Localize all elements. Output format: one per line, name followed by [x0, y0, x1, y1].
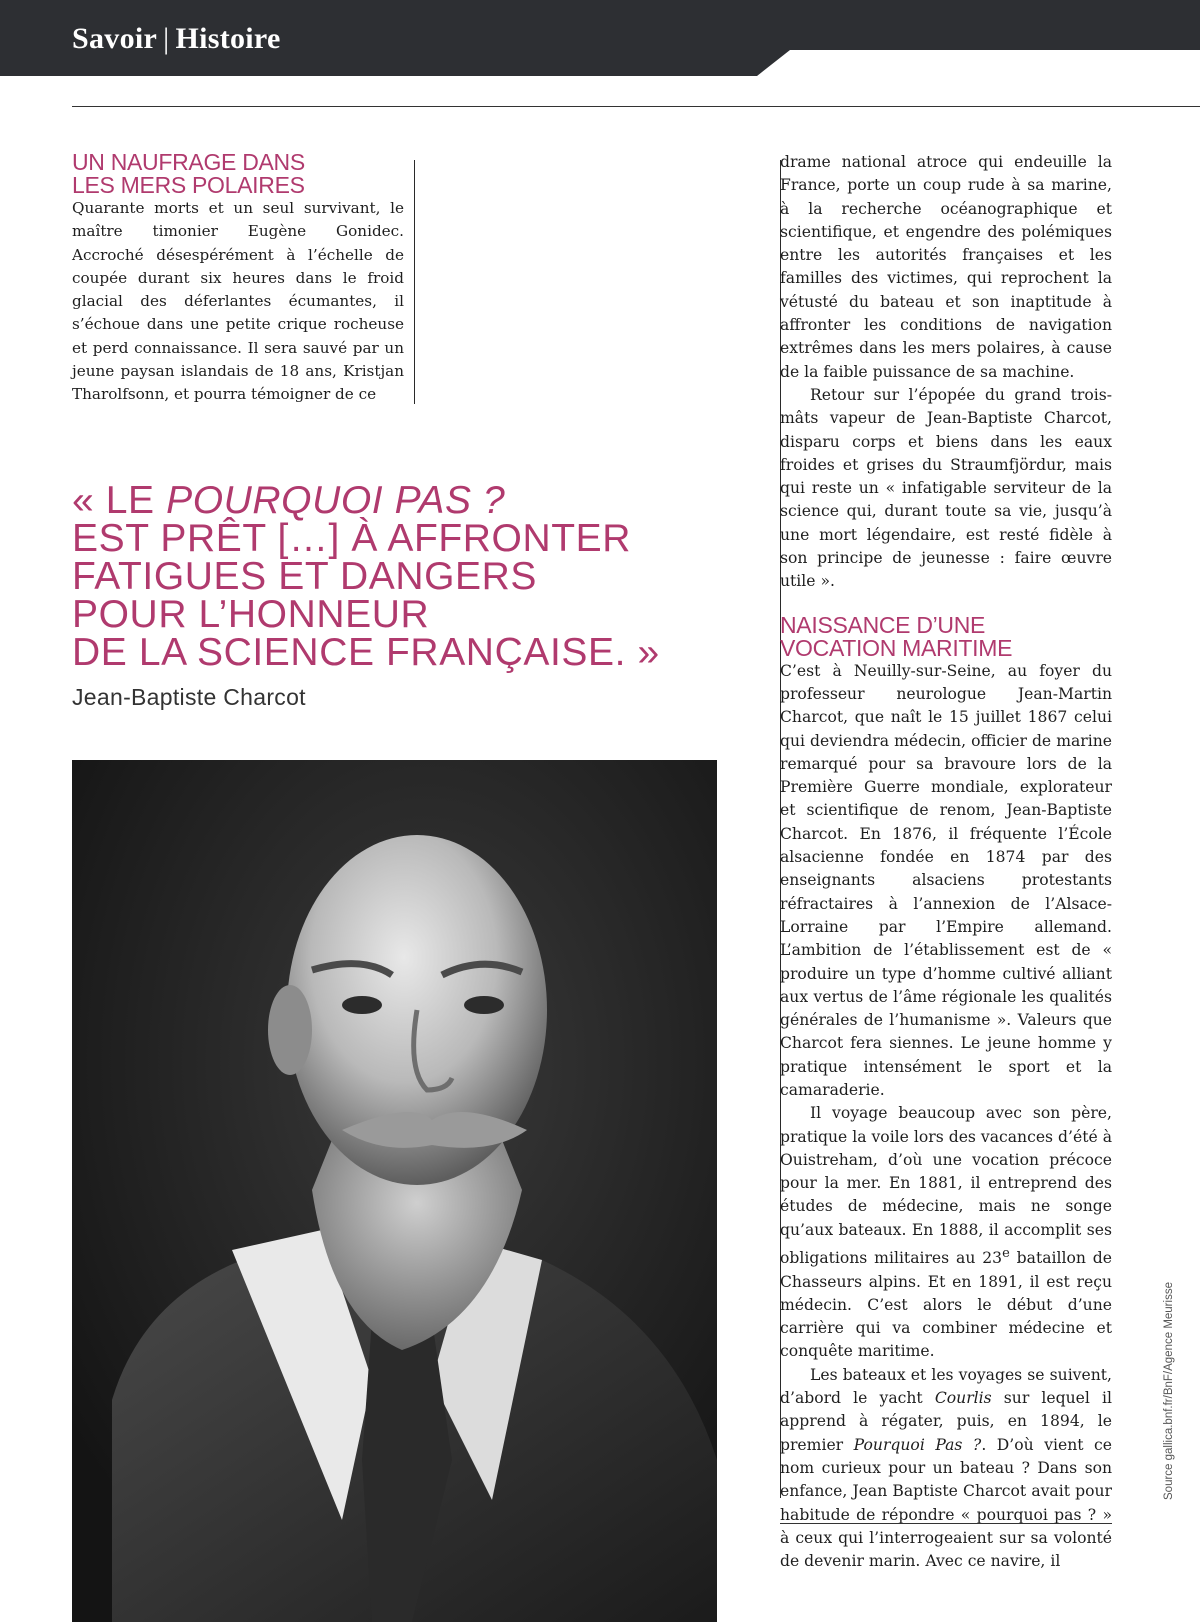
right-column [780, 151, 1112, 1573]
photo-credit: Source gallica.bnf.fr/BnF/Agence Meurisse [1163, 1282, 1175, 1500]
quote-line: FATIGUES ET DANGERS [72, 555, 538, 598]
subhead-naissance [780, 611, 1112, 661]
pull-quote [72, 479, 712, 674]
ship-name: Pourquoi Pas ? [853, 1435, 982, 1454]
header-bar [0, 0, 1200, 76]
subhead-naufrage [72, 151, 404, 197]
subhead-line: LES MERS POLAIRES [72, 172, 305, 198]
subhead-line: NAISSANCE D’UNE [780, 611, 986, 638]
paragraph [780, 1364, 1112, 1574]
top-divider [72, 106, 1200, 107]
quote-line: POUR L’HONNEUR [72, 593, 430, 636]
text-run: . D’où vient ce nom curieux pour un bateau ? Dans son enfance, Jean Baptiste Charcot avait pour habitude de répondre « pourquoi pas ? » à ceux qui l’interrogeaient sur sa volonté de devenir marin. Avec ce navire, il [780, 1435, 1113, 1571]
ship-name: Courlis [934, 1389, 992, 1408]
section-title [72, 22, 281, 56]
subsection-label: Histoire [175, 22, 281, 55]
portrait-photo [72, 760, 717, 1622]
body-text [780, 151, 1112, 594]
paragraph: drame national atroce qui endeuille la France, porte un coup rude à sa marine, à la recherche océanographique et scientifique, et engendre des polémiques entre les autorités françaises et les familles des victimes, qui reprochent la vétusté du bateau et son inaptitude à affronter les conditions de navigation extrêmes dans les mers polaires, à cause de la faible puissance de sa machine. [780, 153, 1112, 381]
subhead-line: VOCATION MARITIME [780, 634, 1013, 661]
paragraph: C’est à Neuilly-sur-Seine, au foyer du professeur neurologue Jean-Martin Charcot, que naît le 15 juillet 1867 celui qui deviendra médecin, officier de marine remarqué pour sa bravoure lors de la Première Guerre mondiale, explorateur et scientifique de renom, Jean-Baptiste Charcot. En 1876, il fréquente l’École alsacienne fondée en 1874 par des enseignants alsaciens protestants réfractaires à l’annexion de l’Alsace-Lorraine par l’Empire allemand. L’ambition de l’établissement est de « produire un type d’homme cultivé alliant aux vertus de l’âme régionale les qualités générales de l’humanisme ». Valeurs que Charcot fera siennes. Le jeune homme y pratique intensément le sport et la camaraderie. [780, 661, 1112, 1099]
paragraph: Quarante morts et un seul survivant, le maître timonier Eugène Gonidec. Accroché désespérément à l’échelle de coupée durant six heures dans le froid glacial des déferlantes écumantes, il s’échoue dans une petite crique rocheuse et perd connaissance. Il sera sauvé par un jeune paysan islandais de 18 ans, Kristjan Tharolfsonn, et pourra témoigner de ce [72, 199, 404, 404]
quote-line: EST PRÊT […] À AFFRONTER [72, 517, 632, 560]
body-text [780, 660, 1112, 1574]
superscript: e [1002, 1246, 1010, 1262]
quote-author: Jean-Baptiste Charcot [72, 684, 306, 710]
paragraph: Retour sur l’épopée du grand trois-mâts vapeur de Jean-Baptiste Charcot, disparu corps et biens dans les eaux froides et grises du Straumfjördur, mais qui reste un « infatigable serviteur de la science qui, durant toute sa vie, jusqu’à une mort légendaire, est resté fidèle à son principe de jeunesse : faire œuvre utile ». [780, 385, 1112, 591]
bottom-divider [780, 1523, 1112, 1524]
section-label: Savoir [72, 22, 158, 55]
text-run: bataillon de Chasseurs alpins. Et en 1891, il est reçu médecin. C’est alors le début d’une carrière qui va combiner médecine et conquête maritime. [780, 1249, 1112, 1361]
portrait-image [72, 760, 717, 1622]
quote-ship-name: POURQUOI PAS ? [166, 479, 506, 522]
text-run: Les bateaux et les voyages se suivent, d’abord le yacht [780, 1365, 1112, 1408]
section-separator: | [163, 22, 170, 55]
quote-open: « LE [72, 479, 167, 522]
left-column [72, 151, 404, 407]
subhead-line: UN NAUFRAGE DANS [72, 149, 305, 175]
column-rule-left [414, 160, 415, 404]
paragraph [780, 1102, 1112, 1363]
text-run: Il voyage beaucoup avec son père, pratique la voile lors des vacances d’été à Ouistreham, d’où une vocation précoce pour la mer. En 1881, il entreprend des études de médecine, mais ne songe qu’aux bateaux. En 1888, il accomplit ses obligations militaires au 23 [780, 1104, 1112, 1268]
quote-line: DE LA SCIENCE FRANÇAISE. » [72, 631, 660, 674]
text-run: sur lequel il apprend à régater, puis, en 1894, le premier [780, 1389, 1112, 1454]
body-text [72, 197, 404, 407]
